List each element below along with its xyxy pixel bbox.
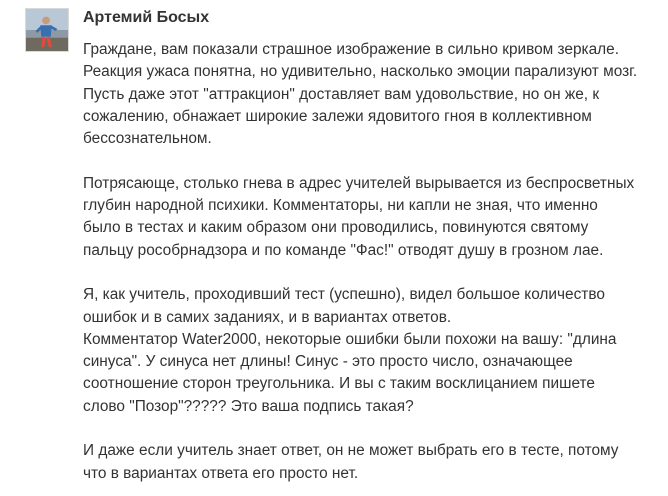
- comment-line: ошибок и в самих заданиях, и в вариантах ответов.: [83, 308, 452, 326]
- comment-line: синуса". У синуса нет длины! Синус - это просто число, означающее: [83, 353, 573, 371]
- avatar[interactable]: [25, 8, 69, 52]
- comment-line: И даже если учитель знает ответ, он не может выбрать его в тесте, потому: [83, 442, 619, 460]
- comment-paragraph: [83, 39, 663, 150]
- user-avatar-photo-icon: [26, 9, 68, 51]
- comment-line: Пусть даже этот "аттракцион" доставляет вам удовольствие, но он же, к: [83, 85, 600, 103]
- comment-body: [83, 39, 663, 485]
- comment-line: Граждане, вам показали страшное изображение в сильно кривом зеркале.: [83, 41, 619, 58]
- comment-line: соотношение сторон треугольника. И вы с таким восклицанием пишете: [83, 375, 595, 393]
- comment-paragraph: [83, 173, 663, 262]
- comment-line: глубин народной психики. Комментаторы, ни капли не зная, что именно: [83, 197, 598, 215]
- comment-line: что в вариантах ответа его просто нет.: [83, 464, 359, 482]
- comment-line: Реакция ужаса понятна, но удивительно, насколько эмоции парализуют мозг.: [83, 63, 638, 81]
- comment-paragraph: [83, 440, 663, 485]
- comment-line: сожалению, обнажает широкие залежи ядовитого гноя в коллективном: [83, 107, 592, 125]
- comment-line: Комментатор Water2000, некоторые ошибки были похожи на вашу: "длина: [83, 330, 617, 348]
- comment-author[interactable]: Артемий Босых: [83, 9, 210, 26]
- comment-line: пальцу рособрнадзора и по команде "Фас!" отводят душу в грозном лае.: [83, 241, 604, 259]
- comment-line: было в тестах и каким образом они проводились, повинуются святому: [83, 219, 589, 237]
- comment-paragraph: [83, 284, 663, 418]
- comment-line: Потрясающе, столько гнева в адрес учителей вырывается из беспросветных: [83, 174, 635, 192]
- comment-line: бессознательном.: [83, 130, 212, 148]
- comment-line: Я, как учитель, проходивший тест (успешно), видел большое количество: [83, 286, 605, 304]
- comment-line: слово "Позор"????? Это ваша подпись такая?: [83, 397, 414, 415]
